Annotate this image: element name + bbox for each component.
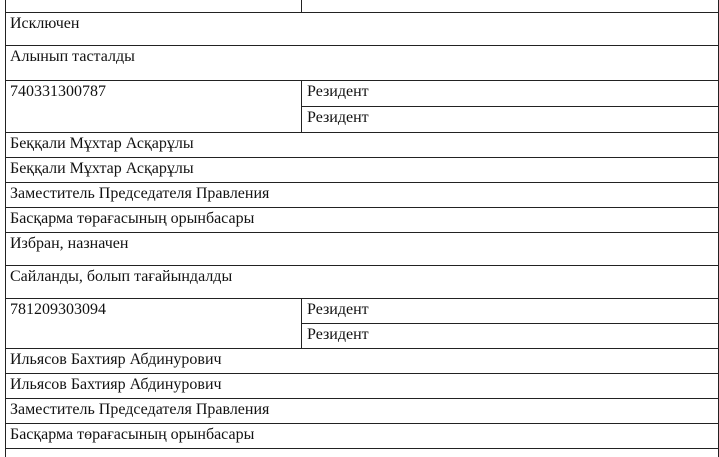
table-row (5, 157, 719, 182)
position-title: Басқарма төрағасының орынбасары (10, 210, 255, 227)
position-title: Заместитель Председателя Правления (10, 185, 270, 202)
person-name: Беққали Мұхтар Асқарұлы (10, 135, 194, 152)
resident-cell (302, 323, 719, 348)
resident-status: Резидент (307, 326, 369, 343)
resident-status: Резидент (307, 301, 369, 318)
document-table (5, 0, 719, 457)
person-name: Ильясов Бахтияр Абдинурович (10, 351, 222, 368)
table-row-id (5, 298, 301, 348)
iin-value: 781209303094 (10, 301, 106, 318)
position-title: Басқарма төрағасының орынбасары (10, 426, 255, 443)
resident-cell (302, 80, 719, 106)
resident-cell (302, 298, 719, 323)
table-row (5, 348, 719, 373)
resident-status: Резидент (307, 83, 369, 100)
table-row (5, 12, 719, 45)
table-bottom-line (5, 448, 719, 449)
row-text: Исключен (10, 15, 80, 32)
person-name: Беққали Мұхтар Асқарұлы (10, 160, 194, 177)
table-row (5, 232, 719, 265)
resident-cell (302, 106, 719, 132)
table-row (5, 182, 719, 207)
table-row-id (5, 80, 301, 132)
row-text: Избран, назначен (10, 235, 129, 252)
table-row (5, 132, 719, 157)
table-row (5, 265, 719, 298)
table-row (5, 373, 719, 398)
table-row (5, 45, 719, 80)
position-title: Заместитель Председателя Правления (10, 401, 270, 418)
table-row (5, 207, 719, 232)
resident-status: Резидент (307, 109, 369, 126)
table-row (5, 398, 719, 423)
iin-value: 740331300787 (10, 83, 106, 100)
row-text: Алынып тасталды (10, 48, 135, 65)
table-row (5, 423, 719, 448)
person-name: Ильясов Бахтияр Абдинурович (10, 376, 222, 393)
row-text: Сайланды, болып тағайындалды (10, 268, 233, 285)
